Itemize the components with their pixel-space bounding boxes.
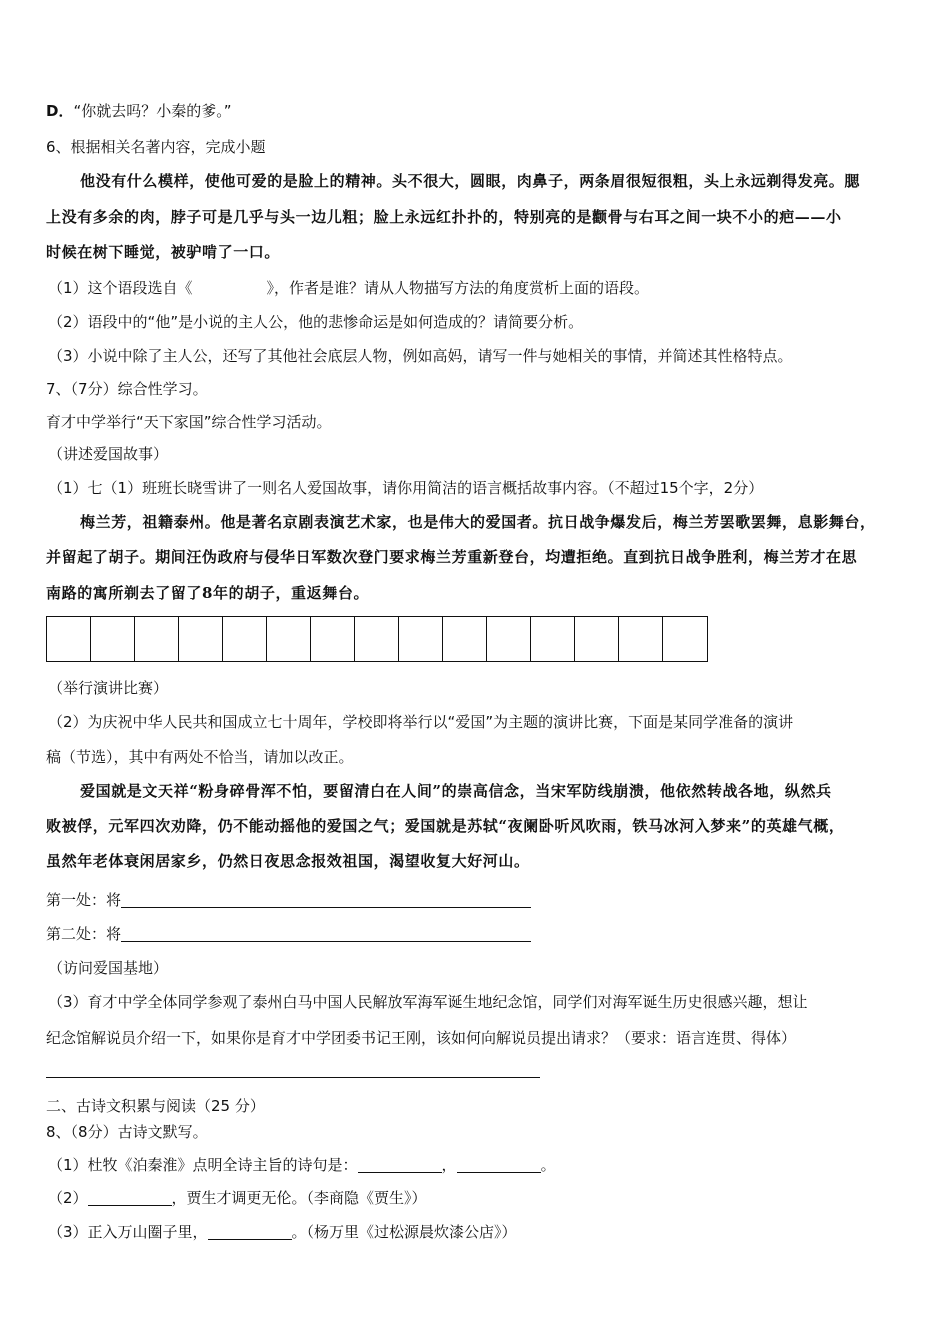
question-7-2-line-2: 稿（节选），其中有两处不恰当，请加以改正。: [46, 748, 354, 766]
question-7-1: （1）七（1）班班长晓雪讲了一则名人爱国故事，请你用简洁的语言概括故事内容。（不超过15个字，2分）: [48, 479, 764, 497]
correction-1-blank[interactable]: [121, 891, 531, 908]
question-6-3: （3）小说中除了主人公，还写了其他社会底层人物，例如高妈，请写一件与她相关的事情，并简述其性格特点。: [48, 347, 793, 365]
answer-grid-cell[interactable]: [399, 617, 443, 661]
answer-line-7-3[interactable]: [46, 1077, 540, 1078]
question-8-3: [48, 1221, 517, 1243]
question-8-3-prefix: （3）正入万山圈子里，: [48, 1223, 208, 1241]
question-7-2-line-1: （2）为庆祝中华人民共和国成立七十周年，学校即将举行以“爱国”为主题的演讲比赛，下面是某同学准备的演讲: [48, 713, 794, 731]
q8-1-blank-2[interactable]: [457, 1156, 541, 1173]
q8-3-blank[interactable]: [208, 1223, 292, 1240]
passage-3-line-1: 爱国就是文天祥“粉身碎骨浑不怕，要留清白在人间”的崇高信念，当宋军防线崩溃，他依然转战各地，纵然兵: [80, 782, 832, 800]
passage-1-line-2: 上没有多余的肉，脖子可是几乎与头一边儿粗；脸上永远红扑扑的，特别亮的是颧骨与右耳之间一块不小的疤——小: [46, 208, 842, 226]
passage-3-line-2: 败被俘，元军四次劝降，仍不能动摇他的爱国之气；爱国就是苏轼“夜阑卧听风吹雨，铁马冰河入梦来”的英雄气概，: [46, 817, 845, 835]
passage-1-line-1: 他没有什么模样，使他可爱的是脸上的精神。头不很大，圆眼，肉鼻子，两条眉很短很粗，头上永远剃得发亮。腮: [80, 172, 861, 190]
passage-2-line-1: 梅兰芳，祖籍泰州。他是著名京剧表演艺术家，也是伟大的爱国者。抗日战争爆发后，梅兰芳罢歌罢舞，息影舞台，: [80, 513, 876, 531]
question-7-intro: 育才中学举行“天下家国”综合性学习活动。: [46, 413, 332, 431]
question-8-header: 8、（8分）古诗文默写。: [46, 1123, 208, 1141]
question-7-header: 7、（7分）综合性学习。: [46, 380, 208, 398]
correction-2-label: 第二处：将: [46, 925, 122, 943]
passage-1-line-3: 时候在树下睡觉，被驴啃了一口。: [46, 243, 281, 261]
question-6-1-prefix: （1）这个语段选自《: [48, 279, 193, 297]
passage-2-line-3: 南路的寓所剃去了留了8年的胡子，重返舞台。: [46, 584, 370, 602]
question-7-3-line-1: （3）育才中学全体同学参观了泰州白马中国人民解放军海军诞生地纪念馆，同学们对海军诞生历史很感兴趣，想让: [48, 993, 808, 1011]
correction-2-blank[interactable]: [121, 925, 531, 942]
answer-grid-cell[interactable]: [531, 617, 575, 661]
question-8-1: [48, 1154, 556, 1176]
answer-grid-cell[interactable]: [575, 617, 619, 661]
question-7-3-line-2: 纪念馆解说员介绍一下，如果你是育才中学团委书记王刚，该如何向解说员提出请求？（要求：语言连贯、得体）: [46, 1029, 797, 1047]
answer-grid-cell[interactable]: [135, 617, 179, 661]
question-6-2: （2）语段中的“他”是小说的主人公，他的悲惨命运是如何造成的？请简要分析。: [48, 313, 584, 331]
question-8-1-prefix: （1）杜牧《泊秦淮》点明全诗主旨的诗句是：: [48, 1156, 358, 1174]
correction-2: [46, 923, 531, 945]
answer-grid-cell[interactable]: [355, 617, 399, 661]
answer-grid-cell[interactable]: [47, 617, 91, 661]
section-visit: （访问爱国基地）: [48, 959, 169, 977]
option-d: [46, 100, 232, 122]
question-6-1: [48, 277, 649, 299]
passage-2-line-2: 并留起了胡子。期间汪伪政府与侵华日军数次登门要求梅兰芳重新登台，均遭拒绝。直到抗日战争胜利，梅兰芳才在思: [46, 548, 858, 566]
option-d-label: D．: [46, 102, 74, 120]
part-2-header: 二、古诗文积累与阅读（25 分）: [46, 1097, 265, 1115]
answer-grid: [46, 616, 708, 662]
question-6-header: 6、根据相关名著内容，完成小题: [46, 138, 266, 156]
option-d-text: “你就去吗？小秦的爹。”: [73, 102, 232, 120]
answer-grid-cell[interactable]: [223, 617, 267, 661]
question-6-1-suffix: 》，作者是谁？请从人物描写方法的角度赏析上面的语段。: [266, 279, 650, 297]
q8-1-blank-1[interactable]: [358, 1156, 442, 1173]
answer-grid-cell[interactable]: [311, 617, 355, 661]
answer-grid-cell[interactable]: [487, 617, 531, 661]
section-speech: （举行演讲比赛）: [48, 679, 169, 697]
question-8-3-suffix: 。（杨万里《过松源晨炊漆公店》）: [291, 1223, 517, 1241]
section-story: （讲述爱国故事）: [48, 445, 169, 463]
question-8-2-prefix: （2）: [48, 1189, 88, 1207]
answer-grid-cell[interactable]: [619, 617, 663, 661]
answer-grid-cell[interactable]: [267, 617, 311, 661]
correction-1: [46, 889, 531, 911]
question-8-1-period: 。: [540, 1156, 556, 1174]
answer-grid-cell[interactable]: [663, 617, 707, 661]
question-8-2-suffix: ，贾生才调更无伦。（李商隐《贾生》）: [171, 1189, 427, 1207]
question-8-1-comma: ，: [441, 1156, 457, 1174]
correction-1-label: 第一处：将: [46, 891, 122, 909]
answer-grid-cell[interactable]: [91, 617, 135, 661]
answer-grid-cell[interactable]: [179, 617, 223, 661]
answer-grid-cell[interactable]: [443, 617, 487, 661]
question-8-2: [48, 1187, 427, 1209]
q8-2-blank[interactable]: [88, 1189, 172, 1206]
passage-3-line-3: 虽然年老体衰闲居家乡，仍然日夜思念报效祖国，渴望收复大好河山。: [46, 852, 530, 870]
